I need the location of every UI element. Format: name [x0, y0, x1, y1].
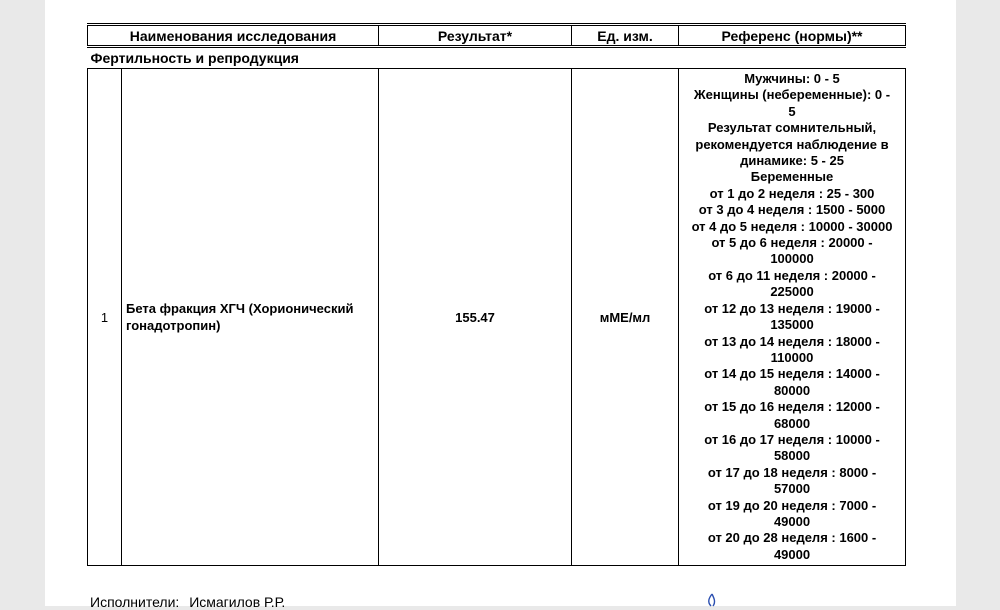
test-reference [679, 69, 906, 566]
section-title: Фертильность и репродукция [90, 50, 299, 66]
header-name: Наименования исследования [88, 25, 379, 47]
header-reference: Референс (нормы)** [679, 25, 906, 47]
reference-line: от 15 до 16 неделя : 12000 - [704, 399, 880, 415]
reference-line: от 20 до 28 неделя : 1600 - [707, 530, 877, 546]
reference-line: 80000 [773, 382, 811, 398]
reference-line: 57000 [773, 481, 811, 497]
executors-label: Исполнители: [90, 594, 180, 610]
reference-line: динамике: 5 - 25 [740, 153, 844, 169]
header-result: Результат* [379, 25, 572, 47]
reference-line: 49000 [773, 513, 811, 529]
reference-line: 225000 [770, 284, 814, 300]
reference-line: 100000 [770, 251, 814, 267]
table-header-row [88, 25, 906, 47]
reference-line: 68000 [773, 415, 811, 431]
reference-line: 49000 [773, 546, 811, 562]
test-unit: мМЕ/мл [572, 69, 679, 566]
header-unit: Ед. изм. [572, 25, 679, 47]
test-result: 155.47 [379, 69, 572, 566]
reference-line: 110000 [770, 349, 814, 365]
reference-line: Беременные [750, 169, 834, 185]
reference-line: от 14 до 15 неделя : 14000 - [704, 366, 880, 382]
reference-line: от 5 до 6 неделя : 20000 - [711, 235, 873, 251]
reference-line: от 3 до 4 неделя : 1500 - 5000 [698, 202, 886, 218]
signature-mark-icon [703, 593, 721, 607]
reference-line: от 19 до 20 неделя : 7000 - [707, 497, 877, 513]
reference-line: от 12 до 13 неделя : 19000 - [704, 300, 880, 316]
reference-line: от 17 до 18 неделя : 8000 - [707, 464, 877, 480]
reference-line: Мужчины: 0 - 5 [744, 71, 840, 86]
reference-line: 5 [788, 103, 796, 119]
reference-line: 58000 [773, 448, 811, 464]
row-number: 1 [88, 69, 122, 566]
reference-line: от 13 до 14 неделя : 18000 - [704, 333, 880, 349]
footer-executors [90, 594, 291, 610]
test-name: Бета фракция ХГЧ (Хорионический гонадотропин) [122, 69, 379, 566]
reference-line: 135000 [770, 317, 814, 333]
reference-line: от 16 до 17 неделя : 10000 - [704, 431, 880, 447]
reference-line: Результат сомнительный, [707, 120, 877, 136]
section-row [88, 47, 906, 69]
executor-name: Исмагилов Р.Р. [189, 594, 286, 610]
table-row [88, 69, 906, 566]
reference-line: Женщины (небеременные): 0 - [693, 87, 891, 103]
reference-line: от 6 до 11 неделя : 20000 - [708, 267, 876, 283]
reference-line: от 1 до 2 неделя : 25 - 300 [709, 185, 875, 201]
results-table [87, 23, 906, 566]
reference-line: от 4 до 5 неделя : 10000 - 30000 [691, 218, 893, 234]
reference-line: рекомендуется наблюдение в [695, 136, 889, 152]
